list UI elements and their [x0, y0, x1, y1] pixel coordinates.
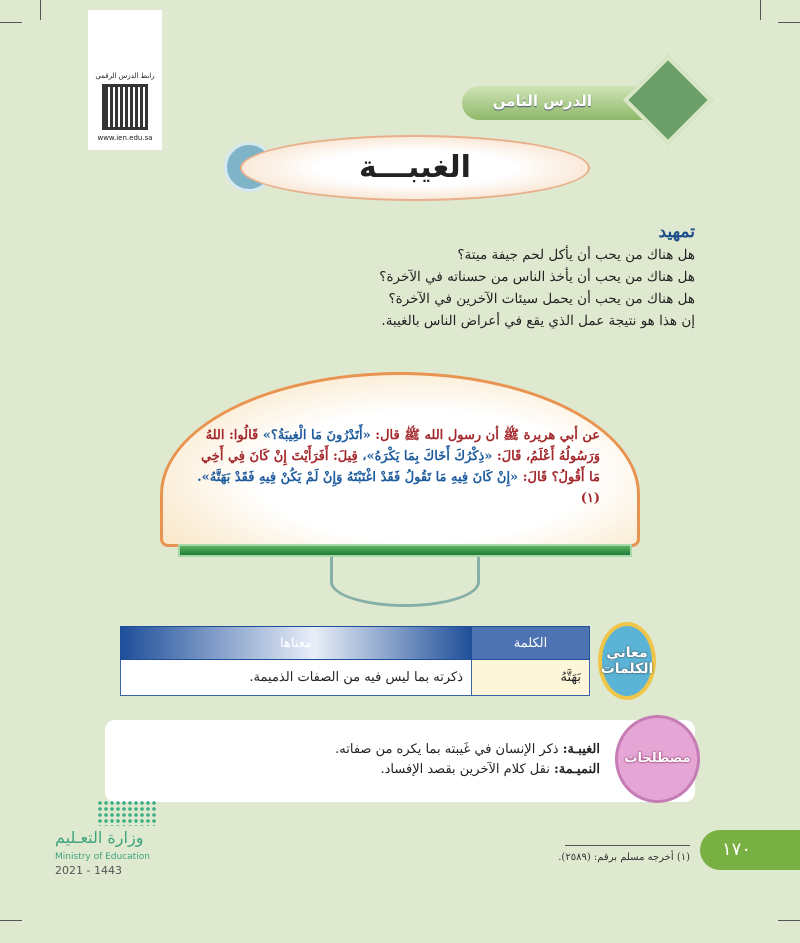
crop-mark: [778, 22, 800, 23]
hadith-part: قَالُوا: اللهُ وَرَسُولُهُ أَعْلَمُ، قَالَ:: [205, 428, 600, 464]
qr-panel[interactable]: [88, 10, 162, 150]
crop-mark: [778, 920, 800, 921]
term-definition: ذكر الإنسان في غَيبته بما يكره من صفاته.: [335, 742, 563, 757]
qr-url[interactable]: www.ien.edu.sa: [97, 134, 153, 142]
terms-box: [105, 720, 695, 802]
table-row: [121, 660, 590, 696]
col-header-meaning: معناها: [121, 627, 472, 660]
ministry-name-en: Ministry of Education: [55, 852, 150, 862]
intro-line: هل هناك من يحب أن يأكل لحم جيفة ميتة؟: [457, 247, 695, 263]
hadith-quote: «أَتَدْرُونَ مَا الْغِيبَةُ؟»: [262, 428, 371, 443]
lesson-label: الدرس الثامن: [462, 86, 687, 120]
crop-mark: [0, 22, 22, 23]
edition-year: 2021 - 1443: [55, 864, 122, 877]
meaning-cell: ذكرته بما ليس فيه من الصفات الذميمة.: [121, 660, 472, 696]
crop-mark: [760, 0, 761, 20]
word-cell: بَهَتَّهُ: [472, 660, 590, 696]
footnote-divider: [565, 845, 690, 846]
vocab-badge: معاني الكلمات: [598, 622, 656, 700]
terms-badge: مصطلحات: [615, 715, 700, 803]
page-number: ١٧٠: [700, 830, 800, 870]
hadith-part: قِيلَ: أَفَرَأَيْتَ إِنْ كَانَ فِي أَخِي مَا أَقُولُ؟ قَالَ:: [200, 449, 600, 485]
col-header-word: الكلمة: [472, 627, 590, 660]
term-item: [105, 760, 600, 780]
hadith-part: عن أبي هريرة ﷺ أن رسول الله ﷺ قال:: [370, 428, 600, 443]
footnote-ref: (١): [580, 491, 600, 506]
hadith-quote: «ذِكْرُكَ أَخَاكَ بِمَا يَكْرَهُ»،: [362, 449, 493, 464]
page-title: الغيبـــة: [240, 135, 590, 201]
intro-heading: تمهيد: [658, 222, 695, 242]
ornament-icon: [623, 55, 714, 146]
footnote: (١) أخرجه مسلم برقم: (٢٥٨٩).: [558, 852, 690, 863]
hadith-quote: «إِنْ كَانَ فِيهِ مَا تَقُولُ فَقَدْ اغْتَبْتَهُ وَإِنْ لَمْ يَكُنْ فِيهِ فَقَدْ بَهَتَّهُ».: [197, 470, 519, 485]
hadith-base-bar: [178, 544, 632, 557]
ministry-name-ar: وزارة التعـليم: [55, 828, 144, 847]
term-item: [105, 740, 600, 760]
term: الغيبـة:: [562, 742, 600, 757]
crop-mark: [0, 920, 22, 921]
vocab-table: [120, 626, 590, 696]
hadith-ornament-icon: [330, 557, 480, 607]
crop-mark: [40, 0, 41, 20]
intro-line: هل هناك من يحب أن يحمل سيئات الآخرين في الآخرة؟: [388, 291, 695, 307]
intro-section: [95, 222, 695, 332]
qr-code-icon[interactable]: [102, 84, 148, 130]
intro-line: إن هذا هو نتيجة عمل الذي يقع في أعراض الناس بالغيبة.: [381, 313, 695, 329]
qr-label: رابط الدرس الرقمي: [95, 72, 155, 80]
intro-line: هل هناك من يحب أن يأخذ الناس من حسناته في الآخرة؟: [379, 269, 695, 285]
hadith-text: [190, 425, 600, 509]
term: النميـمة:: [553, 762, 600, 777]
term-definition: نقل كلام الآخرين بقصد الإفساد.: [380, 762, 554, 777]
ministry-logo-icon: [97, 800, 157, 826]
